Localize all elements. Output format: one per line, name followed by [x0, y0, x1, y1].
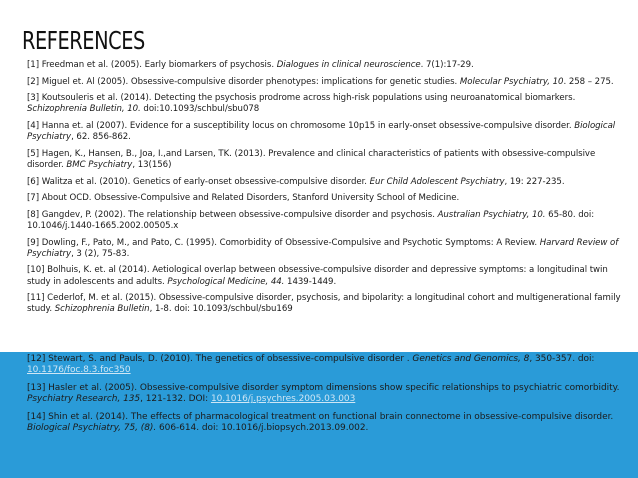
reference-number: [13] [27, 382, 46, 393]
reference-journal: BMC Psychiatry [66, 159, 133, 170]
reference-number: [11] [27, 293, 45, 304]
reference-number: [8] [27, 209, 40, 220]
reference-text: Hasler et al. (2005). Obsessive-compulsive disorder symptom dimensions show specific relationships to psychiatric comorbidity. [45, 382, 620, 393]
reference-detail: 65-80. doi: 10.1046/j.1440-1665.2002.00505.x [27, 209, 595, 231]
reference-journal: Psychological Medicine, 44. [167, 276, 285, 287]
reference-item [27, 149, 623, 171]
reference-item [27, 383, 623, 406]
reference-text: Gangdev, P. (2002). The relationship between obsessive-compulsive disorder and psychosis. [39, 209, 438, 220]
reference-number: [3] [27, 93, 40, 104]
reference-detail: , 350-357. doi: [529, 354, 595, 364]
reference-item [27, 265, 623, 287]
reference-detail: . 7(1):17-29. [420, 60, 474, 70]
reference-detail: , 62. 856-862. [71, 132, 131, 143]
reference-detail: , 13(156) [132, 159, 172, 170]
reference-journal: Schizophrenia Bulletin [54, 304, 150, 315]
reference-text: About OCD. Obsessive-Compulsive and Related Disorders, Stanford University School of Medicine. [39, 193, 460, 204]
reference-number: [6] [27, 176, 40, 187]
reference-text: Freedman et al. (2005). Early biomarkers of psychosis. [39, 60, 277, 70]
reference-item [27, 177, 623, 188]
reference-number: [2] [27, 76, 40, 87]
reference-text: Hanna et. al (2007). Evidence for a susceptibility locus on chromosome 10p15 in early-onset obsessive-compulsive disorder. [39, 120, 575, 131]
reference-number: [14] [27, 411, 46, 422]
reference-journal: Schizophrenia Bulletin, 10. [27, 104, 141, 115]
reference-text: Cederlof, M. et al. (2015). Obsessive-compulsive disorder, psychosis, and bipolarity: a longitudinal cohort and multigenerational family study. [27, 293, 621, 315]
reference-journal: Australian Psychiatry, 10. [437, 209, 546, 220]
reference-journal: Biological Psychiatry [27, 120, 616, 143]
reference-number: [7] [27, 193, 40, 204]
reference-number: [4] [27, 120, 40, 131]
reference-text: Koutsouleris et al. (2014). Detecting the psychosis prodrome across high-risk populations using neuroanatomical biomarkers. [39, 93, 576, 104]
reference-journal: Biological Psychiatry, 75, (8). [27, 423, 157, 434]
reference-list [27, 60, 623, 316]
reference-journal: Molecular Psychiatry, 10 [459, 76, 564, 87]
reference-journal: Eur Child Adolescent Psychiatry [369, 176, 505, 187]
reference-detail: doi:10.1093/schbul/sbu078 [140, 104, 260, 115]
reference-detail: 606-614. doi: 10.1016/j.biopsych.2013.09.002. [156, 423, 369, 434]
reference-text: Miguel et. Al (2005). Obsessive-compulsive disorder phenotypes: implications for genetic studies. [39, 76, 460, 87]
reference-text: Bolhuis, K. et. al (2014). Aetiological overlap between obsessive-compulsive disorder and depressive symptoms: a longitudinal twin study in adolescents and adults. [27, 265, 608, 287]
reference-item [27, 193, 623, 204]
reference-detail: , 3 (2), 75-83. [71, 248, 130, 259]
highlighted-reference-list [27, 354, 623, 434]
reference-journal: Harvard Review of Psychiatry [27, 237, 619, 259]
reference-item [27, 354, 623, 377]
reference-journal: Genetics and Genomics, 8 [412, 354, 530, 364]
reference-number: [1] [27, 60, 40, 70]
reference-number: [5] [27, 148, 40, 159]
reference-number: [12] [27, 354, 46, 364]
reference-item [27, 412, 623, 435]
reference-number: [9] [27, 237, 40, 248]
reference-item [27, 238, 623, 260]
reference-detail: 1439-1449. [284, 276, 337, 287]
reference-text: Walitza et al. (2010). Genetics of early-onset obsessive-compulsive disorder. [39, 176, 370, 187]
reference-doi-link[interactable]: 10.1176/foc.8.3.foc350 [27, 365, 131, 376]
reference-item [27, 77, 623, 88]
reference-journal: Dialogues in clinical neuroscience [276, 60, 421, 70]
reference-text: Stewart, S. and Pauls, D. (2010). The genetics of obsessive-compulsive disorder . [45, 354, 413, 364]
reference-detail: , 19: 227-235. [504, 176, 565, 187]
reference-text: Dowling, F., Pato, M., and Pato, C. (1995). Comorbidity of Obsessive-Compulsive and Psychotic Symptoms: A Review. [39, 237, 540, 248]
slide-title: REFERENCES [22, 26, 145, 55]
reference-number: [10] [27, 265, 45, 276]
reference-text: Hagen, K., Hansen, B., Joa, I.,and Larsen, TK. (2013). Prevalence and clinical characteristics of patients with obsessive-compulsive disorder. [27, 148, 596, 170]
reference-detail: . 258 – 275. [563, 76, 614, 87]
reference-doi-link[interactable]: 10.1016/j.psychres.2005.03.003 [210, 394, 356, 405]
reference-item [27, 93, 623, 115]
reference-detail: , 1-8. doi: 10.1093/schbul/sbu169 [149, 304, 293, 315]
reference-journal: Psychiatry Research, 135 [27, 394, 141, 405]
reference-item [27, 121, 623, 143]
reference-item [27, 60, 623, 71]
reference-item [27, 293, 623, 315]
reference-item [27, 210, 623, 232]
reference-detail: , 121-132. DOI: [140, 394, 211, 405]
reference-text: Shin et al. (2014). The effects of pharmacological treatment on functional brain connectome in obsessive-compulsive disorder. [45, 411, 614, 422]
